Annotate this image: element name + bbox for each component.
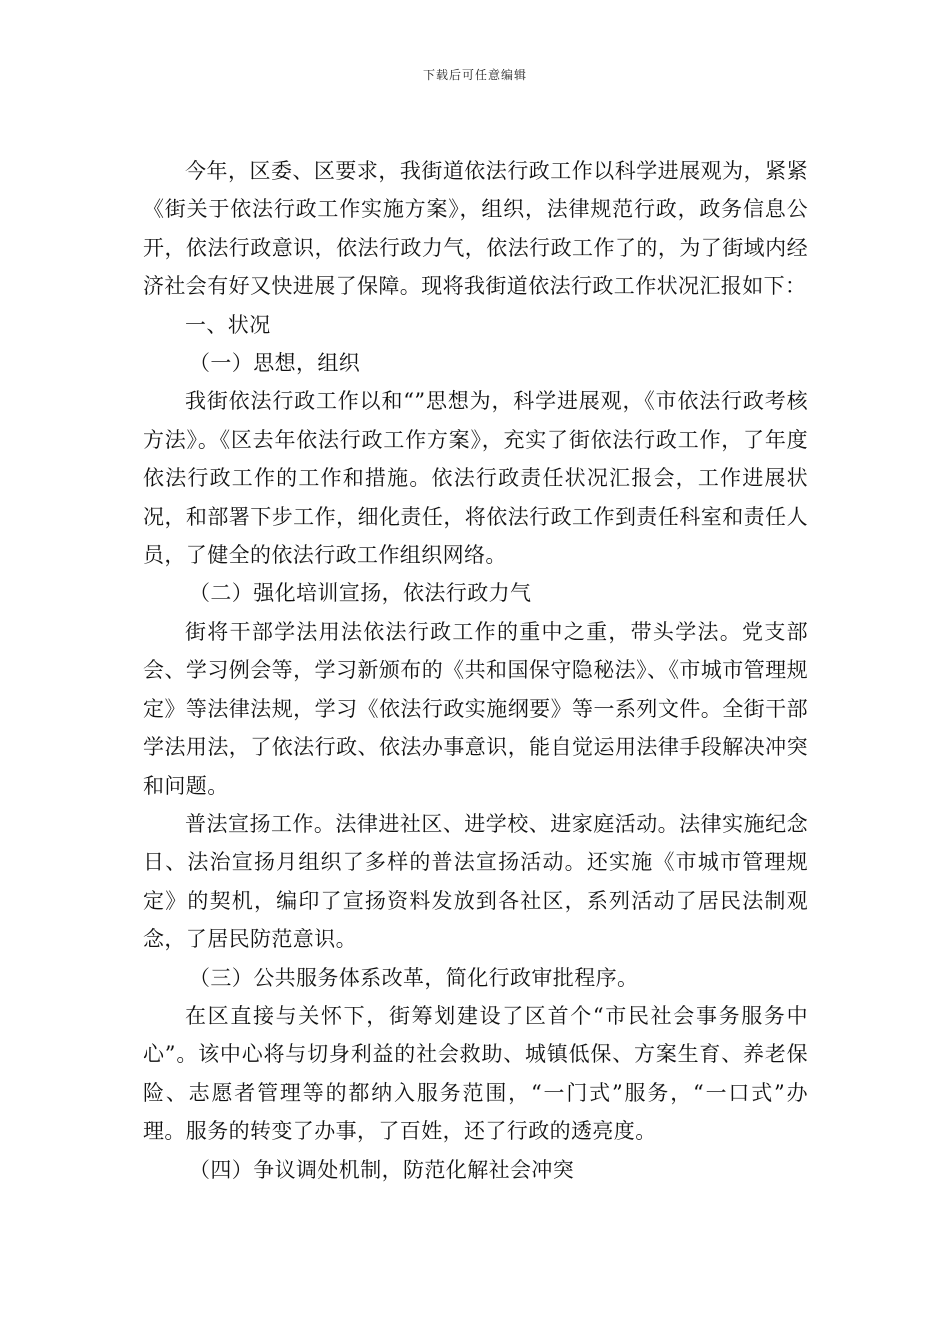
paragraph-3: 在区直接与关怀下，街筹划建设了区首个“市民社会事务服务中心”。该中心将与切身利益的社会救助、城镇低保、方案生育、养老保险、志愿者管理等的都纳入服务范围，“一门式”服务，“一口式”办理。服务的转变了办事，了百姓，还了行政的透亮度。 [143,1003,808,1144]
document-body [143,152,808,1189]
subheading-2: （二）强化培训宣扬，依法行政力气 [189,581,532,606]
subheading-1: （一）思想，组织 [189,351,361,376]
intro-paragraph: 今年，区委、区要求，我街道依法行政工作以科学进展观为，紧紧《街关于依法行政工作实施方案》，组织，法律规范行政，政务信息公开，依法行政意识，依法行政力气，依法行政工作了的，为了街域内经济社会有好又快进展了保障。现将我街道依法行政工作状况汇报如下： [143,159,808,299]
subheading-4: （四）争议调处机制，防范化解社会冲突 [189,1157,575,1182]
subheading-3: （三）公共服务体系改革，简化行政审批程序。 [189,965,639,990]
paragraph-1: 我街依法行政工作以和“”思想为，科学进展观，《市依法行政考核方法》。《区去年依法行政工作方案》，充实了街依法行政工作，了年度依法行政工作的工作和措施。依法行政责任状况汇报会，工作进展状况，和部署下步工作，细化责任，将依法行政工作到责任科室和责任人员，了健全的依法行政工作组织网络。 [143,389,808,568]
header-note: 下载后可任意编辑 [422,68,527,82]
section-heading-status: 一、状况 [185,312,271,337]
paragraph-2b: 普法宣扬工作。法律进社区、进学校、进家庭活动。法律实施纪念日、法治宣扬月组织了多样的普法宣扬活动。还实施《市城市管理规定》的契机，编印了宣扬资料发放到各社区，系列活动了居民法制观念，了居民防范意识。 [143,811,808,952]
paragraph-2a: 街将干部学法用法依法行政工作的重中之重，带头学法。党支部会、学习例会等，学习新颁布的《共和国保守隐秘法》、《市城市管理规定》等法律法规，学习《依法行政实施纲要》等一系列文件。全街干部学法用法，了依法行政、依法办事意识，能自觉运用法律手段解决冲突和问题。 [143,619,808,798]
